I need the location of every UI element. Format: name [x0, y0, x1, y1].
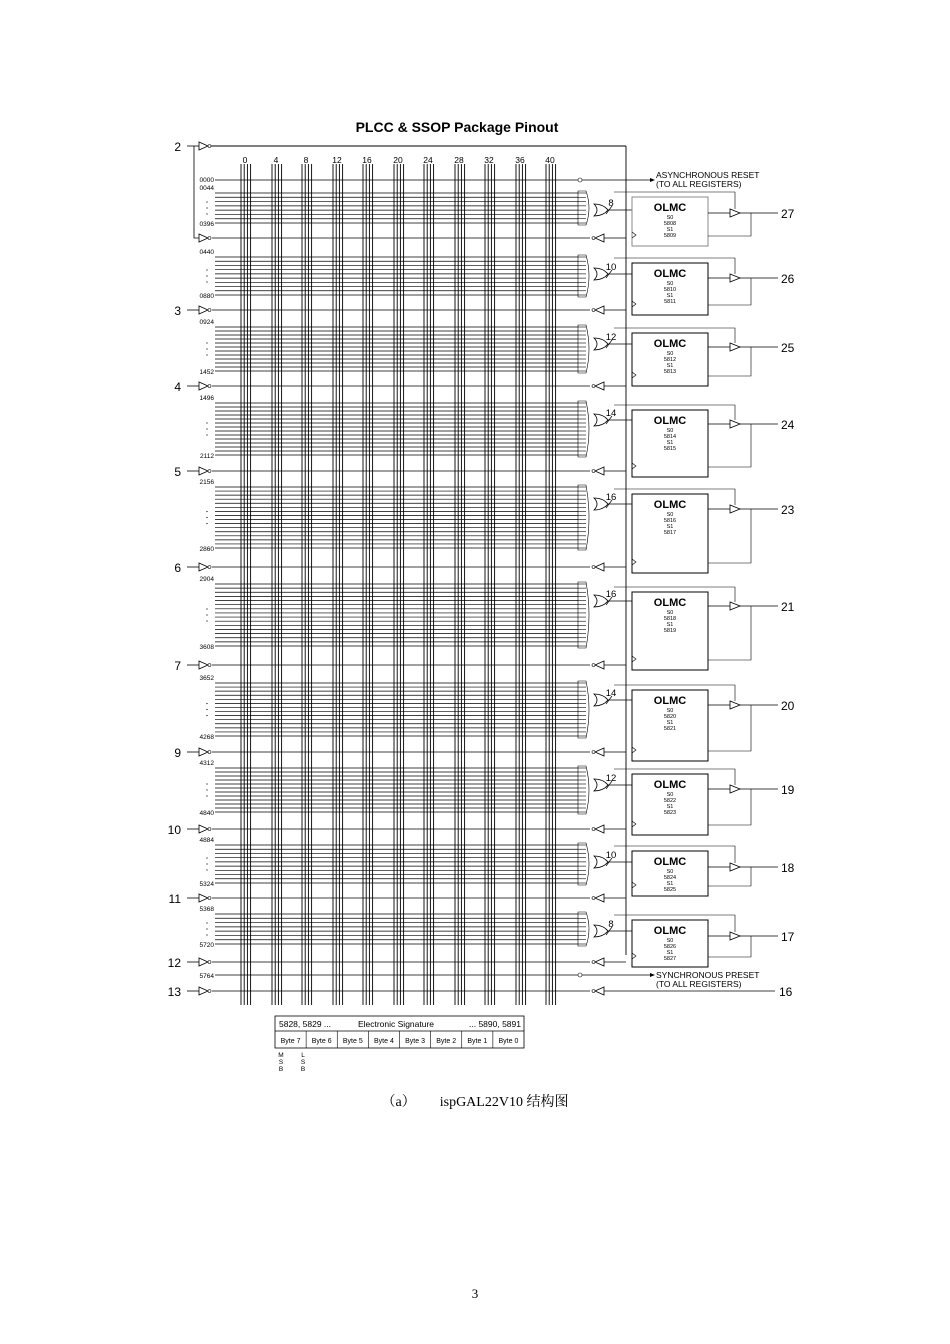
input-pin-number: 3 — [174, 304, 181, 318]
ellipsis-dot — [206, 709, 207, 710]
caption-text: ispGAL22V10 结构图 — [439, 1095, 569, 1110]
column-number: 28 — [454, 155, 464, 165]
input-buffer-bubble — [208, 897, 211, 900]
input-buffer-bubble — [208, 309, 211, 312]
signature-byte: Byte 4 — [374, 1038, 394, 1045]
input-pin-number: 4 — [174, 380, 181, 394]
output-pin-number: 20 — [781, 699, 795, 713]
olmc-s1: S1 — [666, 804, 674, 810]
olmc-fuse-a: 5820 — [663, 714, 677, 720]
and-array — [578, 766, 589, 814]
olmc-fuse-b: 5823 — [663, 810, 677, 816]
feedback-buffer — [595, 382, 604, 390]
pin16-buffer-bubble — [592, 990, 595, 993]
olmc-fuse-b: 5809 — [663, 233, 677, 239]
column-number: 24 — [423, 155, 433, 165]
and-array — [578, 191, 589, 225]
async-reset-sublabel: (TO ALL REGISTERS) — [656, 179, 742, 189]
feedback-buffer-bubble — [592, 664, 595, 667]
feedback-buffer — [595, 958, 604, 966]
output-pin-number: 24 — [781, 418, 795, 432]
feedback-loop — [708, 213, 751, 236]
and-array — [578, 582, 589, 648]
input-buffer — [199, 825, 208, 833]
signature-header-right: ... 5890, 5891 — [469, 1019, 521, 1029]
ellipsis-dot — [206, 869, 207, 870]
feedback-buffer — [595, 467, 604, 475]
async-reset-bubble — [578, 178, 582, 182]
row-start-number: 4312 — [199, 760, 214, 767]
term-count: 12 — [605, 332, 617, 343]
olmc-fuse-b: 5821 — [663, 726, 677, 732]
feedback-buffer — [595, 825, 604, 833]
olmc-fuse-a: 5826 — [663, 944, 677, 950]
term-count: 12 — [605, 773, 617, 784]
olmc-label: OLMC — [653, 415, 687, 427]
input-buffer-bubble — [208, 990, 211, 993]
olmc-s0: S0 — [666, 512, 674, 518]
feedback-buffer-bubble — [592, 237, 595, 240]
and-array — [578, 485, 589, 550]
signature-byte: Byte 0 — [498, 1038, 519, 1045]
olmc-fuse-b: 5817 — [663, 530, 677, 536]
msb-letter: B — [278, 1066, 284, 1073]
olmc-label: OLMC — [653, 268, 687, 280]
row-start-number: 1496 — [199, 395, 214, 402]
ellipsis-dot — [206, 342, 207, 343]
input-buffer — [199, 234, 208, 242]
feedback-loop — [708, 278, 751, 305]
column-number: 36 — [515, 155, 525, 165]
output-buffer — [730, 863, 740, 871]
ellipsis-dot — [206, 928, 207, 929]
input-buffer-bubble — [208, 145, 211, 148]
ellipsis-dot — [206, 523, 207, 524]
input-buffer-bubble — [208, 470, 211, 473]
output-buffer — [730, 209, 740, 217]
ellipsis-dot — [206, 863, 207, 864]
olmc-fuse-a: 5808 — [663, 221, 677, 227]
page-number: 3 — [471, 1286, 479, 1301]
ellipsis-dot — [206, 434, 207, 435]
sync-preset-arrow — [650, 973, 655, 977]
input-pin-number: 11 — [168, 892, 181, 906]
olmc-label: OLMC — [653, 499, 687, 511]
olmc-fuse-a: 5822 — [663, 798, 677, 804]
output-buffer — [730, 420, 740, 428]
olmc-s0: S0 — [666, 792, 674, 798]
olmc-s1: S1 — [666, 881, 674, 887]
input-buffer-bubble — [208, 385, 211, 388]
row-end-number: 0396 — [199, 221, 214, 228]
olmc-s0: S0 — [666, 351, 674, 357]
input-pin-number: 12 — [167, 956, 181, 970]
olmc-blocks — [592, 192, 795, 967]
olmc-fuse-a: 5812 — [663, 357, 677, 363]
msb-letter: M — [278, 1052, 284, 1059]
olmc-label: OLMC — [653, 695, 687, 707]
term-count: 10 — [605, 850, 617, 861]
input-buffer-bubble — [208, 751, 211, 754]
feedback-buffer-bubble — [592, 828, 595, 831]
input-buffer — [199, 987, 208, 995]
output-pin-number: 17 — [781, 930, 795, 944]
feedback-loop — [708, 347, 751, 376]
ellipsis-dot — [206, 922, 207, 923]
input-pin-number: 7 — [174, 659, 181, 673]
olmc-label: OLMC — [653, 597, 687, 609]
output-pin-number: 21 — [781, 600, 795, 614]
sync-preset-bubble — [578, 973, 582, 977]
feedback-buffer — [595, 894, 604, 902]
term-count: 8 — [608, 919, 614, 930]
ellipsis-dot — [206, 348, 207, 349]
ellipsis-dot — [206, 608, 207, 609]
ellipsis-dot — [206, 422, 207, 423]
row-end-number: 4840 — [199, 810, 214, 817]
input-buffer — [199, 748, 208, 756]
output-buffer — [730, 505, 740, 513]
column-number: 8 — [303, 155, 309, 165]
sync-preset-label: SYNCHRONOUS PRESET — [656, 970, 760, 980]
output-buffer — [730, 274, 740, 282]
row-end-number: 0880 — [199, 293, 214, 300]
input-buffer — [199, 306, 208, 314]
input-pin-number: 9 — [174, 746, 181, 760]
ellipsis-dot — [206, 620, 207, 621]
feedback-buffer — [595, 234, 604, 242]
input-buffer — [199, 382, 208, 390]
electronic-signature-table — [275, 1016, 524, 1073]
output-pin-number: 26 — [781, 272, 795, 286]
feedback-buffer-bubble — [592, 309, 595, 312]
term-count: 10 — [605, 262, 617, 273]
ellipsis-dot — [206, 789, 207, 790]
row-start-number: 2904 — [199, 576, 214, 583]
ellipsis-dot — [206, 783, 207, 784]
column-numbers — [243, 155, 555, 165]
row-start-number: 0044 — [199, 185, 214, 192]
feedback-buffer-bubble — [592, 897, 595, 900]
output-pin-number: 27 — [781, 207, 795, 221]
feedback-loop — [708, 867, 751, 886]
ellipsis-dot — [206, 795, 207, 796]
feedback-buffer-bubble — [592, 385, 595, 388]
input-buffer-bubble — [208, 237, 211, 240]
sync-preset-sublabel: (TO ALL REGISTERS) — [656, 979, 742, 989]
olmc-fuse-b: 5813 — [663, 369, 677, 375]
ellipsis-dot — [206, 275, 207, 276]
signature-byte: Byte 1 — [467, 1038, 488, 1045]
feedback-buffer — [595, 748, 604, 756]
input-buffer-bubble — [208, 664, 211, 667]
olmc-s0: S0 — [666, 215, 674, 221]
olmc-fuse-a: 5824 — [663, 875, 677, 881]
row-start-number: 2156 — [199, 479, 214, 486]
olmc-fuse-a: 5814 — [663, 434, 677, 440]
column-number: 4 — [273, 155, 279, 165]
row-start-number: 3652 — [199, 675, 214, 682]
olmc-s0: S0 — [666, 708, 674, 714]
and-array — [578, 912, 589, 946]
ellipsis-dot — [206, 428, 207, 429]
input-pin-number: 5 — [174, 465, 181, 479]
and-array — [578, 401, 589, 457]
olmc-s1: S1 — [666, 293, 674, 299]
ellipsis-dot — [206, 934, 207, 935]
signature-byte: Byte 7 — [280, 1038, 301, 1045]
feedback-buffer-bubble — [592, 751, 595, 754]
column-number: 12 — [332, 155, 342, 165]
input-buffer — [199, 661, 208, 669]
row-end-number: 2112 — [200, 453, 214, 460]
row-start-number: 0440 — [199, 249, 214, 256]
pin16-number: 16 — [779, 985, 793, 999]
input-pin-number: 10 — [167, 823, 181, 837]
row-end-number: 5720 — [199, 942, 214, 949]
signature-byte: Byte 2 — [436, 1038, 457, 1045]
lsb-letter: L — [301, 1052, 305, 1059]
pin2-feed — [194, 146, 199, 238]
input-buffer-bubble — [208, 566, 211, 569]
feedback-buffer — [595, 563, 604, 571]
olmc-fuse-b: 5827 — [663, 956, 677, 962]
or-gate — [594, 925, 608, 937]
column-number: 0 — [242, 155, 248, 165]
row-start-number: 0924 — [199, 319, 214, 326]
signature-byte: Byte 6 — [311, 1038, 332, 1045]
input-pin-number: 6 — [174, 561, 181, 575]
column-number: 20 — [393, 155, 403, 165]
column-number: 32 — [484, 155, 494, 165]
term-count: 8 — [608, 198, 614, 209]
input-buffer-bubble — [208, 961, 211, 964]
olmc-fuse-b: 5825 — [663, 887, 677, 893]
ellipsis-dot — [206, 269, 207, 270]
olmc-fuse-a: 5810 — [663, 287, 677, 293]
lsb-letter: S — [300, 1059, 306, 1066]
olmc-s0: S0 — [666, 610, 674, 616]
msb-letter: S — [278, 1059, 284, 1066]
diagram-title: PLCC & SSOP Package Pinout — [355, 119, 559, 135]
olmc-fuse-a: 5816 — [663, 518, 677, 524]
output-pin-number: 19 — [781, 783, 795, 797]
ellipsis-dot — [206, 614, 207, 615]
or-gate — [594, 204, 608, 216]
ellipsis-dot — [206, 703, 207, 704]
figure-caption — [0, 1091, 950, 1111]
lsb-letter: B — [300, 1066, 306, 1073]
ellipsis-dot — [206, 857, 207, 858]
ellipsis-dot — [206, 354, 207, 355]
input-pin-number: 13 — [167, 985, 181, 999]
olmc-fuse-b: 5819 — [663, 628, 677, 634]
output-pin-number: 18 — [781, 861, 795, 875]
row-end-number: 1452 — [199, 369, 214, 376]
sync-preset-row-number: 5764 — [199, 973, 214, 980]
signature-byte: Byte 3 — [405, 1038, 425, 1045]
feedback-buffer — [595, 306, 604, 314]
signature-header-mid: Electronic Signature — [357, 1019, 435, 1029]
olmc-fuse-b: 5811 — [664, 299, 676, 305]
row-start-number: 4884 — [199, 837, 214, 844]
feedback-buffer — [595, 661, 604, 669]
and-array — [578, 681, 589, 738]
ellipsis-dot — [206, 281, 207, 282]
input-buffer-bubble — [208, 828, 211, 831]
input-buffer — [199, 142, 208, 150]
feedback-loop — [708, 936, 751, 957]
olmc-s1: S1 — [666, 227, 674, 233]
term-count: 16 — [605, 492, 617, 503]
fuse-grid — [210, 146, 626, 1005]
olmc-s1: S1 — [666, 524, 674, 530]
signature-byte: Byte 5 — [342, 1038, 363, 1045]
ellipsis-dot — [206, 207, 207, 208]
output-buffer — [730, 932, 740, 940]
olmc-s1: S1 — [666, 440, 674, 446]
row-end-number: 2860 — [199, 546, 214, 553]
input-buffer — [199, 563, 208, 571]
ellipsis-dot — [206, 213, 207, 214]
output-pin-number: 23 — [781, 503, 795, 517]
olmc-fuse-b: 5815 — [663, 446, 677, 452]
ellipsis-dot — [206, 201, 207, 202]
olmc-label: OLMC — [653, 779, 687, 791]
feedback-loop — [708, 705, 751, 751]
feedback-loop — [708, 606, 751, 660]
olmc-label: OLMC — [653, 925, 687, 937]
signature-header-left: 5828, 5829 ... — [279, 1019, 331, 1029]
term-count: 14 — [605, 688, 617, 699]
row-start-number: 5368 — [199, 906, 214, 913]
olmc-s0: S0 — [666, 869, 674, 875]
feedback-buffer-bubble — [592, 470, 595, 473]
olmc-s1: S1 — [666, 622, 674, 628]
olmc-label: OLMC — [653, 202, 687, 214]
olmc-label: OLMC — [653, 338, 687, 350]
row-end-number: 4268 — [199, 734, 214, 741]
olmc-s1: S1 — [666, 950, 674, 956]
input-pin-number: 2 — [174, 140, 181, 154]
feedback-buffer-bubble — [592, 961, 595, 964]
ellipsis-dot — [206, 517, 207, 518]
async-reset-label: ASYNCHRONOUS RESET — [656, 170, 760, 180]
olmc-label: OLMC — [653, 856, 687, 868]
input-buffer — [199, 894, 208, 902]
olmc-s0: S0 — [666, 938, 674, 944]
feedback-loop — [708, 509, 751, 563]
async-reset-row-number: 0000 — [199, 177, 214, 184]
term-count: 14 — [605, 408, 617, 419]
output-buffer — [730, 701, 740, 709]
olmc-s0: S0 — [666, 281, 674, 287]
column-number: 40 — [545, 155, 555, 165]
caption-tag: （a） — [381, 1095, 416, 1110]
feedback-loop — [708, 424, 751, 467]
input-buffer — [199, 958, 208, 966]
olmc-s1: S1 — [666, 363, 674, 369]
row-end-number: 5324 — [199, 881, 214, 888]
term-count: 16 — [605, 589, 617, 600]
row-end-number: 3608 — [199, 644, 214, 651]
olmc-s0: S0 — [666, 428, 674, 434]
ellipsis-dot — [206, 715, 207, 716]
output-buffer — [730, 602, 740, 610]
olmc-s1: S1 — [666, 720, 674, 726]
feedback-loop — [708, 789, 751, 825]
olmc-fuse-a: 5818 — [663, 616, 677, 622]
input-buffer — [199, 467, 208, 475]
async-reset-arrow — [650, 178, 655, 182]
output-buffer — [730, 343, 740, 351]
and-array — [578, 325, 589, 373]
ellipsis-dot — [206, 511, 207, 512]
feedback-buffer-bubble — [592, 566, 595, 569]
pin16-buffer — [595, 987, 604, 995]
column-number: 16 — [362, 155, 372, 165]
output-pin-number: 25 — [781, 341, 795, 355]
output-buffer — [730, 785, 740, 793]
